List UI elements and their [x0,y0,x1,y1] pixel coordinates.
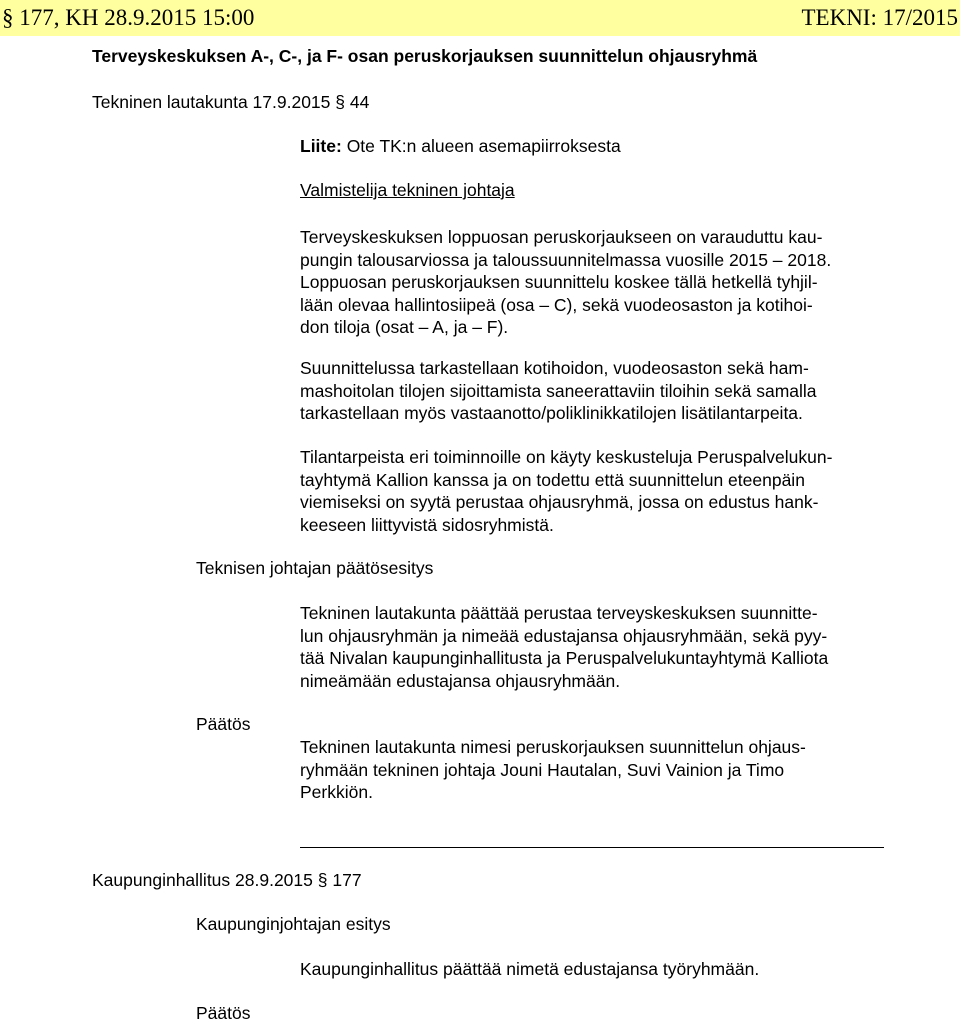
attachment-line [300,136,621,157]
decision-line: Perkkiön. [300,782,373,802]
decision-line: ryhmään tekninen johtaja Jouni Hautalan, Suvi Vainion ja Timo [300,759,785,780]
decision-label: Päätös [196,714,251,734]
paragraph-1 [300,226,831,339]
section-symbol: § [317,870,328,890]
paragraph-line: Tilantarpeista eri toiminnoille on käyty keskusteluja Peruspalvelukun- [300,447,833,467]
section-symbol: § [2,5,14,30]
paragraph-line: lään olevaa hallintosiipeä (osa – C), sekä vuodeosaston ja kotihoi- [300,294,813,315]
attachment-label: Liite: [300,136,342,156]
proposal-line: tää Nivalan kaupunginhallitusta ja Peruspalvelukuntayhtymä Kalliota [300,648,829,668]
document-title: Terveyskeskuksen A-, C-, ja F- osan peruskorjauksen suunnittelun ohjausryhmä [92,46,758,66]
mayor-proposal-text: Kaupunginhallitus päättää nimetä edustajansa työryhmään. [300,959,760,979]
decision-text [300,736,806,804]
preparer-line: Valmistelija tekninen johtaja [300,180,515,200]
header-case-number: TEKNI: 17/2015 [801,5,958,30]
proposal-label: Teknisen johtajan päätösesitys [196,558,434,578]
board-line [92,92,369,113]
header-bar [0,0,960,36]
attachment-text: Ote TK:n alueen asemapiirroksesta [346,136,621,156]
section-number: 177 [332,870,362,890]
paragraph-line: don tiloja (osat – A, ja – F). [300,317,509,337]
paragraph-2 [300,357,817,425]
paragraph-line: tayhtymä Kallion kanssa ja on todettu että suunnittelun eteenpäin [300,469,805,490]
council-line-text: Kaupunginhallitus 28.9.2015 [92,870,313,890]
proposal-text [300,602,828,692]
section-symbol: § [335,92,345,112]
paragraph-line: keeseen liittyvistä sidosryhmistä. [300,514,554,535]
paragraph-line: Loppuosan peruskorjauksen suunnittelu koskee tällä hetkellä tyhjil- [300,272,818,292]
paragraph-line: mashoitolan tilojen sijoittamista saneerattaviin tiloihin sekä samalla [300,380,817,401]
paragraph-line: pungin talousarviossa ja taloussuunnitelmassa vuosille 2015 – 2018. [300,249,832,270]
mayor-proposal-label: Kaupunginjohtajan esitys [196,914,391,934]
council-line [92,870,362,891]
proposal-line: Tekninen lautakunta päättää perustaa terveyskeskuksen suunnitte- [300,603,818,623]
board-line-text: Tekninen lautakunta 17.9.2015 [92,92,331,112]
paragraph-3 [300,446,832,536]
separator-line [300,847,884,848]
proposal-line: lun ohjausryhmän ja nimeää edustajansa ohjausryhmään, sekä pyy- [300,625,828,646]
decision-line: Tekninen lautakunta nimesi peruskorjauksen suunnittelun ohjaus- [300,737,806,757]
section-number: 44 [349,92,370,112]
header-left [2,5,254,31]
paragraph-line: tarkastellaan myös vastaanotto/poliklinikkatilojen lisätilantarpeita. [300,403,803,423]
header-meeting-ref: 177, KH 28.9.2015 15:00 [19,5,255,30]
proposal-line: nimeämään edustajansa ohjausryhmään. [300,670,621,691]
paragraph-line: viemiseksi on syytä perustaa ohjausryhmä, jossa on edustus hank- [300,492,819,512]
paragraph-line: Suunnittelussa tarkastellaan kotihoidon, vuodeosaston sekä ham- [300,358,809,378]
final-decision-label: Päätös [196,1003,251,1023]
paragraph-line: Terveyskeskuksen loppuosan peruskorjaukseen on varauduttu kau- [300,227,823,247]
